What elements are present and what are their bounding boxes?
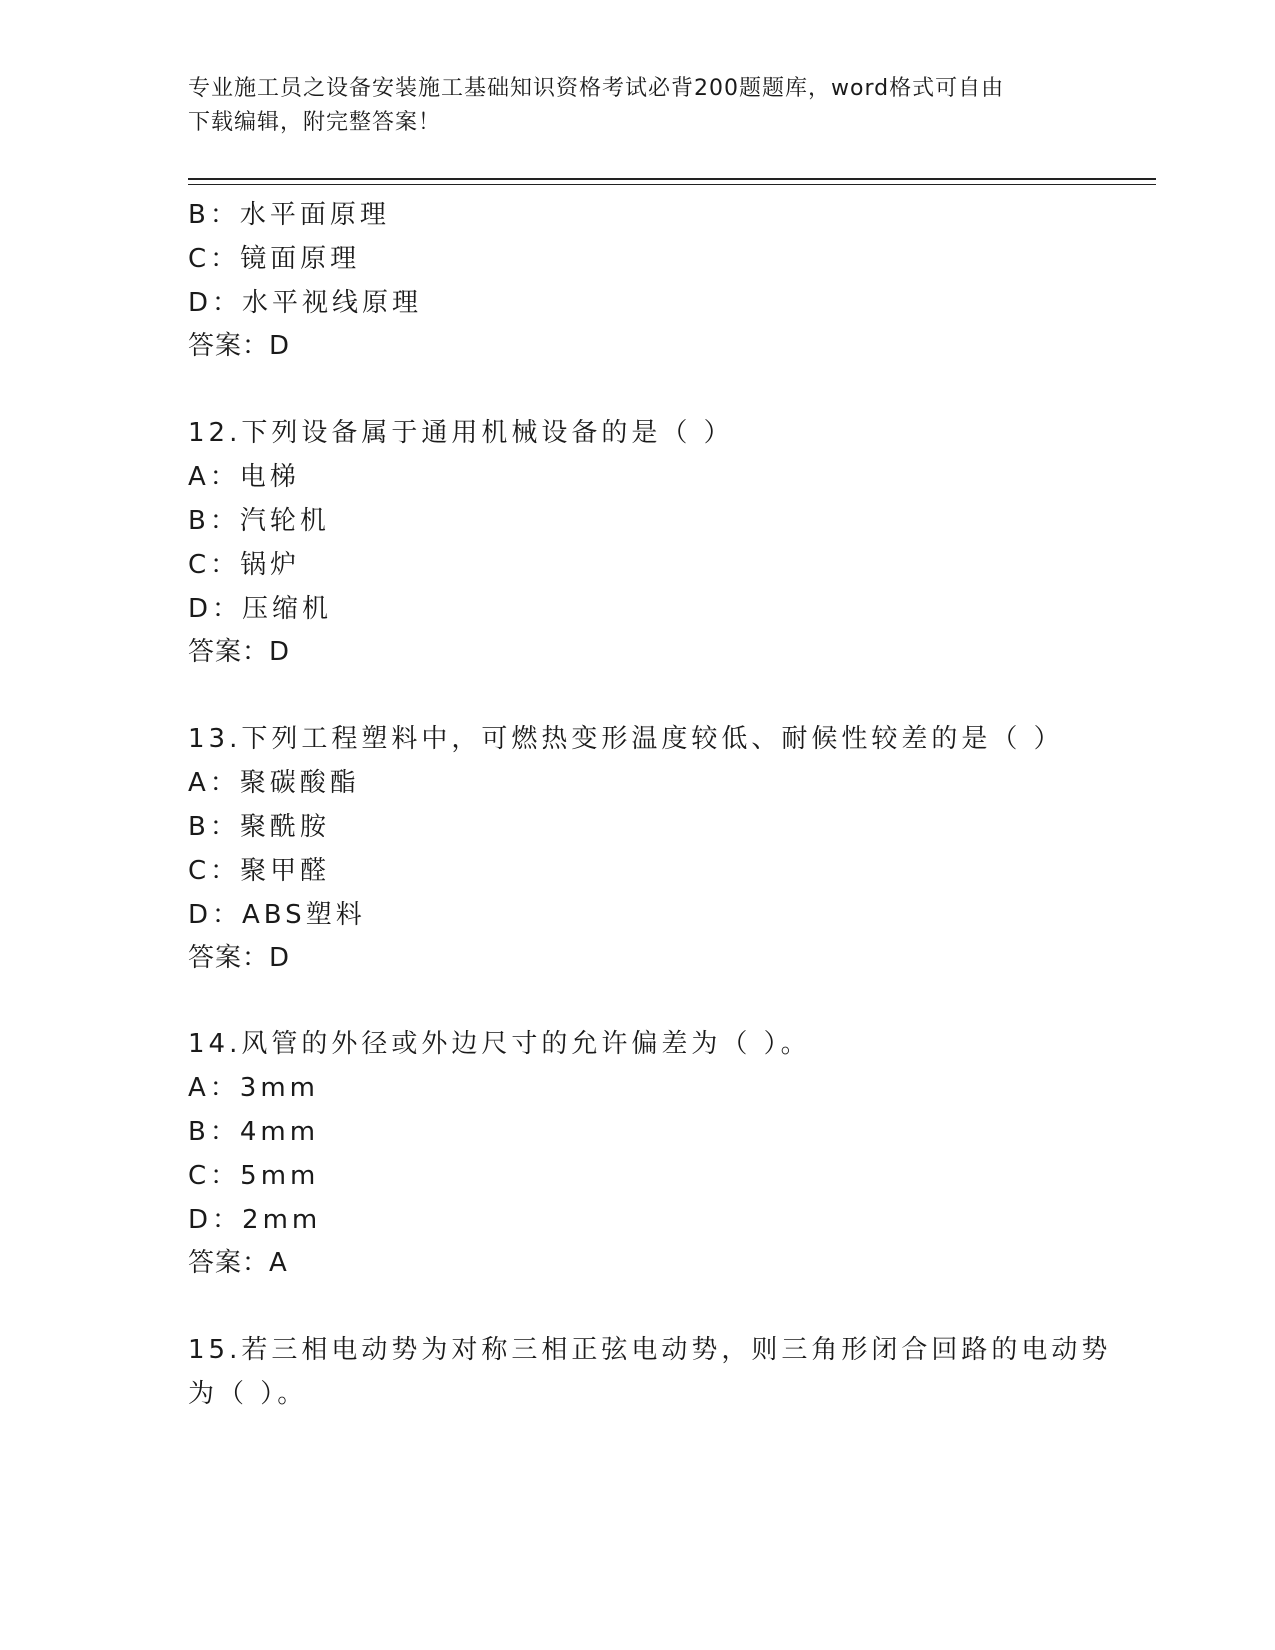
q11-option-d: D：水平视线原理 (188, 288, 423, 318)
q12-option-b: B：汽轮机 (188, 506, 330, 536)
q11-answer: 答案：D (188, 331, 291, 361)
q12-option-d: D：压缩机 (188, 594, 333, 624)
q12-title: 12.下列设备属于通用机械设备的是（ ） (188, 418, 734, 448)
q14-option-a: A：3mm (188, 1073, 319, 1103)
q14-answer: 答案：A (188, 1248, 288, 1278)
q11-option-b: B：水平面原理 (188, 200, 390, 230)
q13-option-d: D：ABS塑料 (188, 900, 366, 930)
q15-title-line-2: 为（ ）。 (188, 1379, 308, 1409)
q13-option-a: A：聚碳酸酯 (188, 768, 360, 798)
q11-option-c: C：镜面原理 (188, 244, 361, 274)
q14-option-c: C：5mm (188, 1161, 320, 1191)
document-header (188, 72, 1068, 140)
q15-title-line-1: 15.若三相电动势为对称三相正弦电动势，则三角形闭合回路的电动势 (188, 1335, 1112, 1365)
header-line-1: 专业施工员之设备安装施工基础知识资格考试必背200题题库，word格式可自由 (188, 76, 1005, 101)
q13-title: 13.下列工程塑料中，可燃热变形温度较低、耐候性较差的是（ ） (188, 724, 1064, 754)
header-divider-thin (188, 184, 1156, 185)
q12-option-c: C：锅炉 (188, 550, 301, 580)
header-divider-thick (188, 178, 1156, 180)
q14-option-b: B：4mm (188, 1117, 320, 1147)
q14-title: 14.风管的外径或外边尺寸的允许偏差为（ ）。 (188, 1029, 811, 1059)
q12-answer: 答案：D (188, 637, 291, 667)
q13-option-b: B：聚酰胺 (188, 812, 330, 842)
header-line-2: 下载编辑，附完整答案！ (188, 110, 442, 135)
q13-option-c: C：聚甲醛 (188, 856, 331, 886)
q13-answer: 答案：D (188, 943, 291, 973)
q14-option-d: D：2mm (188, 1205, 322, 1235)
q12-option-a: A：电梯 (188, 462, 300, 492)
